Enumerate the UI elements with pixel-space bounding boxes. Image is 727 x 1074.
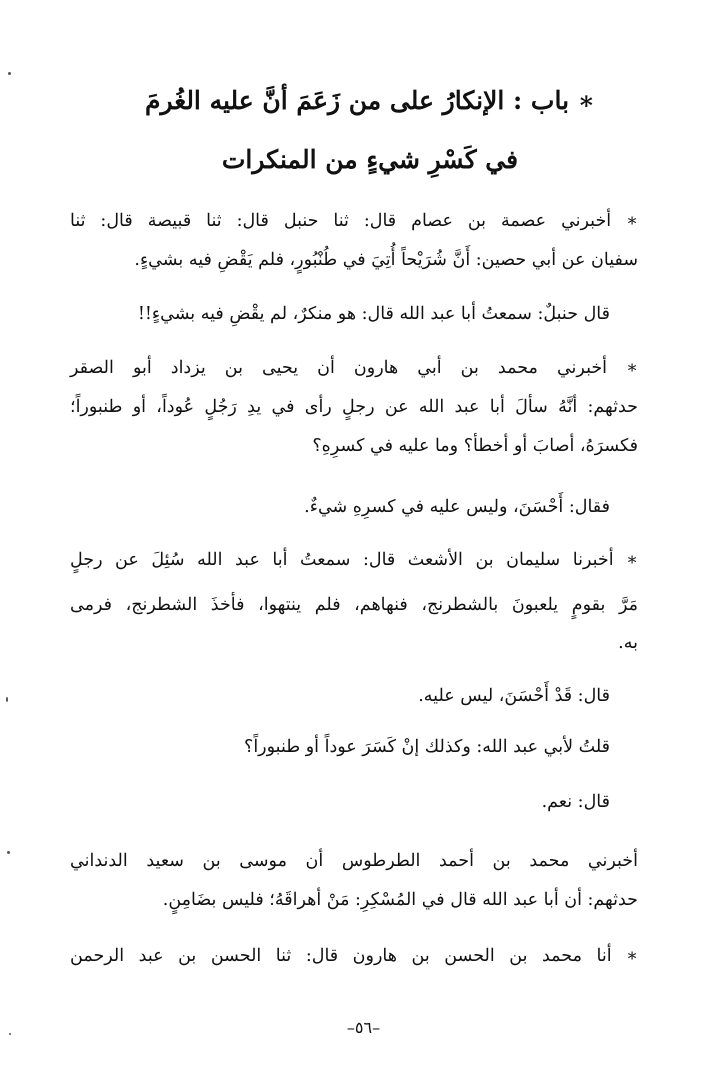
text-line: ∗ أخبرني محمد بن أبي هارون أن يحيى بن يزداد أبو الصقر xyxy=(70,358,638,378)
scan-speck xyxy=(7,851,10,854)
text-line: قلتُ لأبي عبد الله: وكذلك إنْ كَسَرَ عوداً أو طنبوراً؟ xyxy=(244,737,610,757)
text-line: قال: نعم. xyxy=(541,792,610,812)
scan-speck xyxy=(6,697,8,702)
text-line: أخبرني محمد بن أحمد الطرطوس أن موسى بن سعيد الدنداني xyxy=(70,851,638,871)
text-line: حدثهم: أنَّهُ سألَ أبا عبد الله عن رجلٍ رأى في يدِ رَجُلٍ عُوداً، أو طنبوراً؛ xyxy=(70,397,638,417)
text-line: ∗ أخبرنا سليمان بن الأشعث قال: سمعتُ أبا عبد الله سُئِلَ عن رجلٍ xyxy=(70,550,638,570)
text-line: سفيان عن أبي حصين: أَنَّ شُرَيْحاً أُتِيَ في طُنْبُورٍ، فلم يَقْضِ فيه بشيءٍ. xyxy=(134,250,638,270)
text-line: مَرَّ بقومٍ يلعبونَ بالشطرنج، فنهاهم، فلم ينتهوا، فأخذَ الشطرنج، فرمى xyxy=(70,595,638,615)
text-line: حدثهم: أن أبا عبد الله قال في المُسْكِرِ: مَنْ أهراقَهُ؛ فليس بضَامِنٍ. xyxy=(162,890,638,910)
text-line: ∗ أنا محمد بن الحسن بن هارون قال: ثنا الحسن بن عبد الرحمن xyxy=(70,946,638,966)
text-line: فكسرَهُ، أصابَ أو أخطأ؟ وما عليه في كسرِهِ؟ xyxy=(312,436,638,456)
text-line: فقال: أَحْسَنَ، وليس عليه في كسرِهِ شيءٌ. xyxy=(304,497,610,517)
text-line: به. xyxy=(618,633,638,653)
page-number: –٥٦– xyxy=(346,1018,381,1037)
text-line: قال حنبلٌ: سمعتُ أبا عبد الله قال: هو منكرٌ، لم يقْضِ فيه بشيءٍ!! xyxy=(137,304,610,324)
scan-speck xyxy=(8,72,11,75)
scan-speck xyxy=(9,1033,11,1035)
chapter-title-line-1: ∗ باب : الإنكارُ على من زَعَمَ أنَّ عليه الغُرمَ xyxy=(144,86,596,115)
text-line: ∗ أخبرني عصمة بن عصام قال: ثنا حنبل قال: ثنا قبيصة قال: ثنا xyxy=(70,211,638,231)
chapter-title-line-2: في كَسْرِ شيءٍ من المنكرات xyxy=(221,145,519,174)
text-line: قال: قَدْ أَحْسَنَ، ليس عليه. xyxy=(418,686,610,706)
